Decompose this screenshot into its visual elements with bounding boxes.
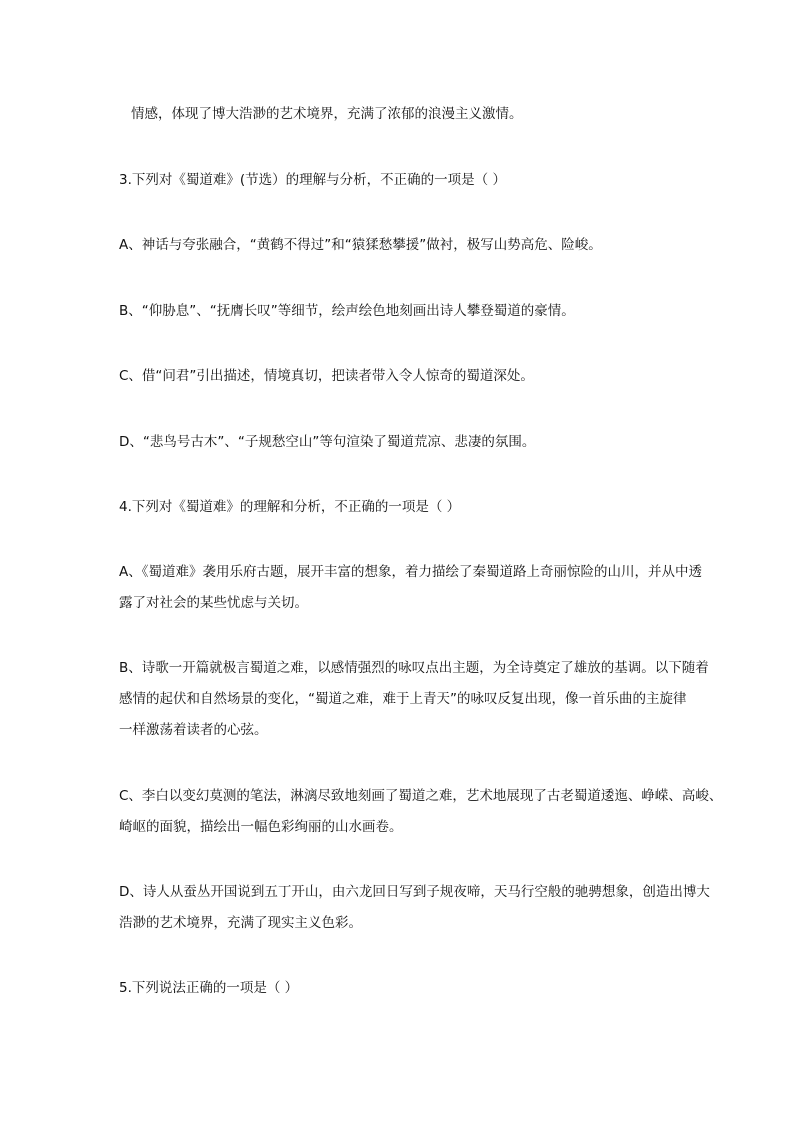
question-3-option-a: A、神话与夸张融合，“黄鹤不得过”和“猿猱愁攀援”做衬，极写山势高危、险峻。 [119,237,602,253]
question-4-option-b-line-2: 感情的起伏和自然场景的变化，“蜀道之难，难于上青天”的咏叹反复出现，像一首乐曲的主旋律 [119,691,687,707]
question-4-option-a-line-2: 露了对社会的某些忧虑与关切。 [119,595,308,611]
question-4-option-c-line-2: 崎岖的面貌，描绘出一幅色彩绚丽的山水画卷。 [119,819,403,835]
question-4-option-d-line-1: D、诗人从蚕丛开国说到五丁开山，由六龙回日写到子规夜啼，天马行空般的驰骋想象，创造出博大 [119,884,710,900]
question-3-option-c: C、借“问君”引出描述，情境真切，把读者带入令人惊奇的蜀道深处。 [119,368,534,384]
question-4-stem: 4.下列对《蜀道难》的理解和分析，不正确的一项是（ ） [119,499,461,515]
question-4-option-b-line-3: 一样激荡着读者的心弦。 [119,722,268,738]
question-3-option-d: D、“悲鸟号古木”、“子规愁空山”等句渲染了蜀道荒凉、悲凄的氛围。 [119,434,536,450]
question-4-option-b-line-1: B、诗歌一开篇就极言蜀道之难，以感情强烈的咏叹点出主题，为全诗奠定了雄放的基调。以下随着 [119,660,709,676]
intro-text-line: 情感，体现了博大浩渺的艺术境界，充满了浓郁的浪漫主义激情。 [131,106,523,122]
question-4-option-c-line-1: C、李白以变幻莫测的笔法，淋漓尽致地刻画了蜀道之难，艺术地展现了古老蜀道逶迤、峥嵘、高峻、 [119,788,723,804]
question-3-stem: 3.下列对《蜀道难》(节选）的理解与分析，不正确的一项是（ ） [119,172,506,188]
question-3-option-b: B、“仰胁息”、“抚膺长叹”等细节，绘声绘色地刻画出诗人攀登蜀道的豪情。 [119,303,575,319]
question-4-option-a-line-1: A、《蜀道难》袭用乐府古题，展开丰富的想象，着力描绘了秦蜀道路上奇丽惊险的山川，并从中透 [119,564,702,580]
question-4-option-d-line-2: 浩渺的艺术境界，充满了现实主义色彩。 [119,915,362,931]
question-5-stem: 5.下列说法正确的一项是（ ） [119,980,299,996]
